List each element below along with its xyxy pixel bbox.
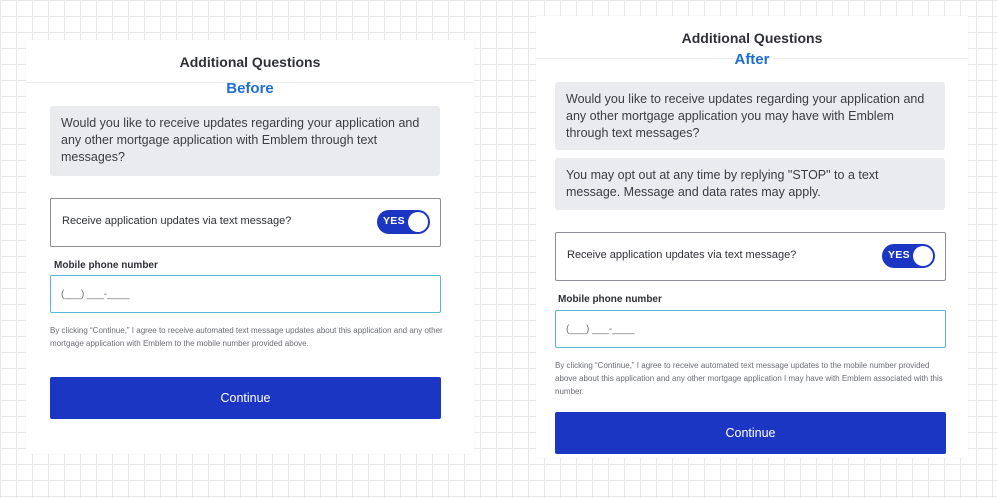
question-box: Would you like to receive updates regarding your application and any other mortgage application with Emblem through text messages? xyxy=(50,106,440,176)
question-box: Would you like to receive updates regarding your application and any other mortgage application you may have with Emblem through text messages? xyxy=(555,82,945,150)
toggle-value: YES xyxy=(383,215,405,227)
continue-button[interactable]: Continue xyxy=(555,412,946,454)
phone-input[interactable] xyxy=(555,310,946,348)
toggle-knob xyxy=(408,212,428,232)
toggle-label: Receive application updates via text message? xyxy=(567,249,797,261)
continue-button[interactable]: Continue xyxy=(50,377,441,419)
toggle-value: YES xyxy=(888,249,910,261)
toggle-knob xyxy=(913,246,933,266)
text-updates-toggle[interactable] xyxy=(882,244,935,268)
after-panel xyxy=(536,16,968,458)
phone-label: Mobile phone number xyxy=(54,260,158,271)
opt-out-box: You may opt out at any time by replying "STOP" to a text message. Message and data rates may apply. xyxy=(555,158,945,210)
page-title: Additional Questions xyxy=(681,30,823,46)
text-updates-toggle-row xyxy=(50,198,441,247)
consent-text: By clicking “Continue,” I agree to receive automated text message updates to the mobile number provided above about this application and any other mortgage application I may have with Emblem associated with this number. xyxy=(555,361,943,396)
toggle-label: Receive application updates via text message? xyxy=(62,215,292,227)
before-panel xyxy=(26,40,474,454)
consent-text: By clicking “Continue,” I agree to receive automated text message updates about this application and any other mortgage application with Emblem to the mobile number provided above. xyxy=(50,326,443,348)
page-title: Additional Questions xyxy=(179,54,321,70)
phone-input[interactable] xyxy=(50,275,441,313)
text-updates-toggle-row xyxy=(555,232,946,281)
before-caption: Before xyxy=(226,80,274,97)
text-updates-toggle[interactable] xyxy=(377,210,430,234)
after-caption: After xyxy=(734,51,770,68)
phone-label: Mobile phone number xyxy=(558,294,662,305)
